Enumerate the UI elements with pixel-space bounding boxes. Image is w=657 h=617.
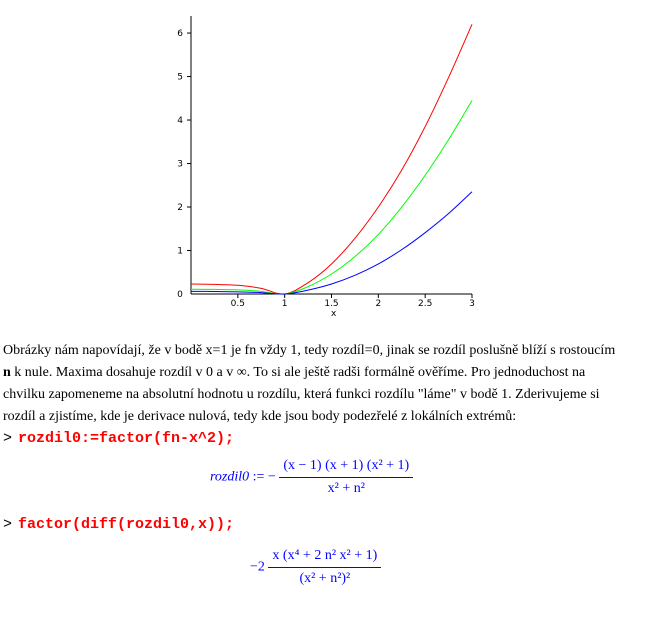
x-tick-label: 3 bbox=[469, 299, 475, 309]
output-fraction-1 bbox=[279, 458, 413, 497]
prompt-symbol: > bbox=[3, 430, 13, 447]
x-axis-label: x bbox=[331, 309, 337, 319]
x-tick-label: 2.5 bbox=[418, 299, 433, 309]
y-tick-label: 3 bbox=[177, 159, 183, 170]
y-tick-label: 4 bbox=[177, 116, 183, 127]
maple-output-2 bbox=[250, 548, 381, 587]
x-tick-label: 2 bbox=[375, 299, 382, 309]
command-text-2[interactable]: factor(diff(rozdil0,x)); bbox=[18, 516, 235, 533]
fraction-numerator: x (x⁴ + 2 n² x² + 1) bbox=[268, 548, 381, 568]
prompt-symbol: > bbox=[3, 516, 13, 533]
fraction-denominator: (x² + n²)² bbox=[299, 571, 351, 586]
chart-axes bbox=[187, 16, 472, 298]
output-coefficient: −2 bbox=[250, 559, 265, 575]
y-tick-label: 1 bbox=[177, 246, 183, 257]
output-fraction-2 bbox=[268, 548, 381, 587]
chart-tick-labels bbox=[177, 29, 475, 309]
prose-line-2: n k nule. Maxima dosahuje rozdíl v 0 a v ∞. To si ale ještě radši formálně ověříme. Pro jednoduchost na bbox=[3, 365, 586, 380]
series-line-1 bbox=[191, 24, 472, 294]
y-tick-label: 6 bbox=[177, 29, 183, 40]
chart-series bbox=[191, 24, 472, 294]
y-tick-label: 2 bbox=[177, 203, 183, 214]
maple-input-2[interactable] bbox=[3, 516, 234, 533]
prose-line-4: rozdíl a zjistíme, kde je derivace nulová, tedy kde jsou body podezřelé z lokálních extrémů: bbox=[3, 409, 517, 424]
x-tick-label: 0 bbox=[177, 290, 183, 300]
prose-line-1: Obrázky nám napovídají, že v bodě x=1 je fn vždy 1, tedy rozdíl=0, jinak se rozdíl poslušně blíží s rostoucím bbox=[3, 343, 616, 358]
maple-output-1 bbox=[210, 458, 413, 497]
fraction-numerator: (x − 1) (x + 1) (x² + 1) bbox=[279, 458, 413, 478]
series-line-2 bbox=[191, 100, 472, 294]
bold-n: n bbox=[3, 365, 11, 380]
maple-input-1[interactable] bbox=[3, 430, 234, 447]
x-tick-label: 0.5 bbox=[230, 299, 245, 309]
x-tick-label: 1.5 bbox=[324, 299, 339, 309]
output-assign: := − bbox=[252, 469, 276, 485]
fraction-denominator: x² + n² bbox=[327, 481, 365, 496]
output-lhs: rozdil0 bbox=[210, 469, 250, 485]
y-tick-label: 5 bbox=[177, 72, 183, 83]
series-line-3 bbox=[191, 192, 472, 294]
explanation-text bbox=[3, 340, 655, 428]
prose-line-3: chvilku zapomeneme na absolutní hodnotu u rozdílu, která funkci rozdílu "láme" v bodě 1. Zderivujeme si bbox=[3, 387, 600, 402]
command-text-1[interactable]: rozdil0:=factor(fn-x^2); bbox=[18, 430, 235, 447]
x-tick-label: 1 bbox=[281, 299, 288, 309]
